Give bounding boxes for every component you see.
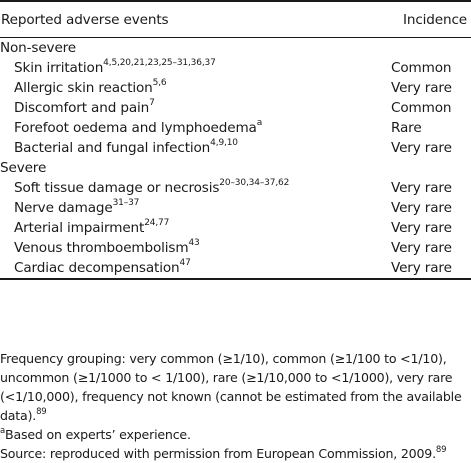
reference-superscript: 47 [179,258,191,269]
event-cell [0,98,391,118]
frequency-grouping-note [0,349,471,425]
incidence-cell: Very rare [391,200,452,216]
event-cell [0,138,391,158]
table-row [0,138,471,158]
header-incidence: Incidence [391,1,471,38]
footnote-marker: a [0,425,6,436]
frequency-grouping-text: Frequency grouping: very common (≥1/10), common (≥1/100 to <1/10), uncommon (≥1/1000 to < 1/100), rare (≥1/10,000 to <1/1000), very rare (<1/10,000), frequency not known (cannot be estimated from the available data). [0,351,462,423]
reference-superscript: 89 [36,406,47,417]
incidence-cell: Rare [391,120,422,136]
group-severe [0,158,471,279]
experts-footnote [0,425,471,444]
reference-superscript: 20–30,34–37,62 [219,178,290,189]
event-cell [0,178,391,198]
incidence-cell: Common [391,60,452,76]
incidence-cell: Very rare [391,140,452,156]
footnote-marker: a [256,118,263,129]
footnote-text: Based on experts’ experience. [5,427,191,442]
event-cell [0,258,391,279]
event-name: Arterial impairment [14,220,145,236]
group-heading-row [0,158,471,178]
table-row [0,178,471,198]
event-name: Allergic skin reaction [14,80,153,96]
event-cell [0,78,391,98]
event-cell [0,218,391,238]
reference-superscript: 5,6 [152,78,167,89]
reference-superscript: 89 [435,444,447,455]
event-cell [0,58,391,78]
event-name: Forefoot oedema and lymphoedema [14,120,257,136]
header-reported-adverse-events: Reported adverse events [0,1,391,38]
table-header-row [0,1,471,38]
event-name: Discomfort and pain [14,100,150,116]
reference-superscript: 31–37 [112,198,140,209]
incidence-cell: Very rare [391,180,452,196]
source-note [0,444,471,463]
group-non-severe [0,38,471,159]
reference-superscript: 43 [188,238,200,249]
event-name: Skin irritation [14,60,104,76]
table-row [0,58,471,78]
reference-superscript: 7 [149,98,155,109]
table-notes [0,349,471,463]
table-row [0,198,471,218]
event-name: Venous thromboembolism [14,240,189,256]
incidence-cell: Very rare [391,240,452,256]
group-label-non-severe: Non-severe [0,40,77,56]
incidence-cell: Common [391,100,452,116]
event-cell [0,118,391,138]
group-heading-row [0,38,471,59]
event-name: Bacterial and fungal infection [14,140,211,156]
table-row [0,98,471,118]
table-row [0,218,471,238]
reference-superscript: 24,77 [144,218,170,229]
source-text: Source: reproduced with permission from European Commission, 2009. [0,446,436,461]
incidence-cell: Very rare [391,220,452,236]
table-row [0,238,471,258]
event-name: Nerve damage [14,200,113,216]
table-row [0,118,471,138]
event-name: Cardiac decompensation [14,260,180,276]
event-cell [0,238,391,258]
event-cell [0,198,391,218]
incidence-cell: Very rare [391,80,452,96]
incidence-cell: Very rare [391,258,471,279]
reference-superscript: 4,9,10 [210,138,238,149]
event-name: Soft tissue damage or necrosis [14,180,220,196]
table-row [0,258,471,279]
group-label-severe: Severe [0,160,47,176]
table-row [0,78,471,98]
reference-superscript: 4,5,20,21,23,25–31,36,37 [103,58,216,69]
